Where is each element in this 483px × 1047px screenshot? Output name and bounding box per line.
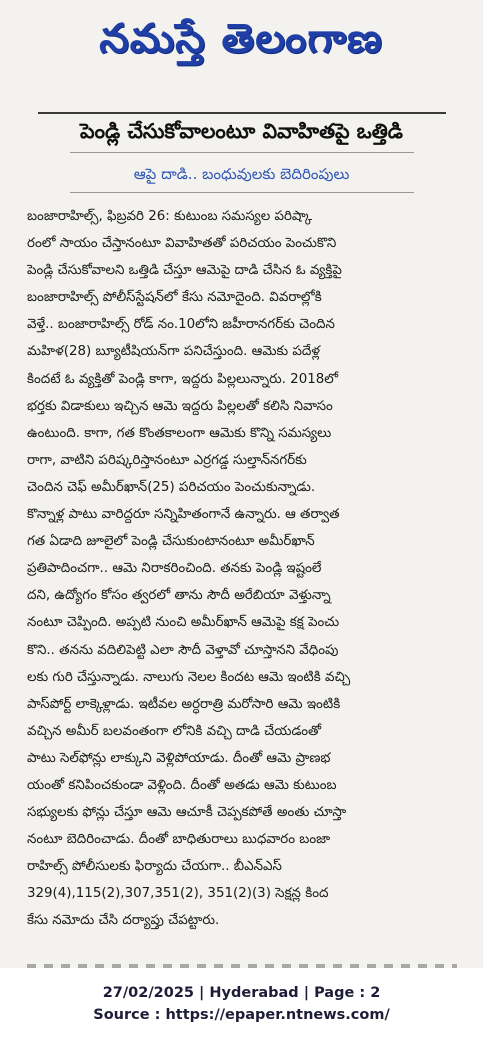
article-body-line: రాగా, వాటిని పరిష్కరిస్తానంటూ ఎర్రగడ్డ సుల్తాన్‌నగర్‌కు	[27, 452, 307, 468]
article-body-line: పాస్‌పోర్ట్ లాక్కెళ్లాడు. ఇటీవల అర్ధరాత్రి మరోసారి ఆమె ఇంటికి	[27, 696, 341, 712]
article-body-line: కొన్నాళ్ల పాటు వారిద్దరూ సన్నిహితంగానే ఉన్నారు. ఆ తర్వాత	[27, 507, 340, 523]
article-body-line: బంజారాహిల్స్ పోలీస్‌స్టేషన్‌లో కేసు నమోదైంది. వివరాల్లోకి	[27, 290, 322, 306]
headline-bottom-rule	[70, 152, 414, 153]
article-body-line: ఉంటుంది. కాగా, గత కొంతకాలంగా ఆమెకు కొన్ని సమస్యలు	[27, 425, 332, 441]
next-article-cutoff	[27, 958, 457, 968]
article-body-line: నంటూ బెదిరించాడు. దీంతో బాధితురాలు బుధవారం బంజా	[27, 832, 331, 848]
subhead-bottom-rule	[70, 192, 414, 193]
article-body-line: చెందిన చెఫ్ అమీర్‌ఖాన్(25) పరిచయం పెంచుకున్నాడు.	[27, 479, 316, 495]
article-headline: పెండ్లి చేసుకోవాలంటూ వివాహితపై ఒత్తిడి	[80, 119, 403, 143]
article-body-line: నంటూ చెప్పింది. అప్పటి నుంచి అమీర్‌ఖాన్ ఆమెపై కక్ష పెంచు	[27, 615, 340, 631]
article-body-line: కిందటే ఓ వ్యక్తితో పెండ్లి కాగా, ఇద్దరు పిల్లలున్నారు. 2018లో	[27, 371, 339, 387]
cutoff-text-fragment	[27, 964, 457, 968]
headline-top-rule	[38, 112, 446, 114]
article-body-line: పాటు సెల్‌ఫోన్లు లాక్కుని వెళ్లిపోయాడు. దీంతో ఆమె ప్రాణభ	[27, 750, 331, 766]
article-body	[27, 203, 457, 935]
article-body-line: మహిళ(28) బ్యూటీషియన్‌గా పనిచేస్తుంది. ఆమెకు పదేళ్ల	[27, 344, 320, 360]
article-body-line: పెండ్లి చేసుకోవాలని ఒత్తిడి చేస్తూ ఆమెపై దాడి చేసిన ఓ వ్యక్తిపై	[27, 263, 342, 279]
article-body-line: బంజారాహిల్స్, ఫిబ్రవరి 26: కుటుంబ సమస్యల పరిష్కా	[27, 209, 313, 224]
article-body-line: 329(4),115(2),307,351(2), 351(2)(3) సెక్షన్ల కింద	[27, 886, 329, 902]
clipping-footer	[0, 982, 483, 1026]
masthead-logo: నమస్తే తెలంగాణ	[99, 16, 384, 62]
article-body-line: భర్తకు విడాకులు ఇచ్చిన ఆమె ఇద్దరు పిల్లలతో కలిసి నివాసం	[27, 398, 333, 414]
article-body-line: లకు గురి చేస్తున్నాడు. నాలుగు నెలల కిందట ఆమె ఇంటికి వచ్చి	[27, 669, 351, 685]
article-body-line: వచ్చిన అమీర్ బలవంతంగా లోనికి వచ్చి దాడి చేయడంతో	[27, 723, 322, 739]
article-body-line: గత ఏడాది జూలైలో పెండ్లి చేసుకుంటానంటూ అమీర్‌ఖాన్	[27, 534, 315, 550]
footer-date-edition-page: 27/02/2025 | Hyderabad | Page : 2	[102, 985, 381, 1001]
article-body-line: దని, ఉద్యోగం కోసం త్వరలో తాను సౌదీ అరేబియా వెళ్తున్నా	[27, 588, 331, 604]
article-subhead: ఆపై దాడి.. బంధువులకు బెదిరింపులు	[133, 165, 350, 183]
article-body-line: రాహిల్స్ పోలీసులకు ఫిర్యాదు చేయగా.. బీఎన్‌ఎస్	[27, 859, 282, 875]
article-body-line: వెళ్తే.. బంజారాహిల్స్ రోడ్ నం.10లోని జహీరానగర్‌కు చెందిన	[27, 317, 335, 333]
article-body-line: యంతో కనిపించకుండా వెళ్లింది. దీంతో అతడు ఆమె కుటుంబ	[27, 777, 337, 793]
article-body-line: కేసు నమోదు చేసి దర్యాప్తు చేపట్టారు.	[27, 913, 220, 929]
article-body-line: సభ్యులకు ఫోన్లు చేస్తూ ఆమె ఆచూకీ చెప్పకపోతే అంతు చూస్తా	[27, 805, 347, 821]
masthead	[0, 0, 483, 80]
article-body-line: ప్రతిపాదించగా.. ఆమె నిరాకరించింది. తనకు పెండ్లి ఇష్టంలే	[27, 561, 322, 577]
article-body-line: రంలో సాయం చేస్తానంటూ వివాహితతో పరిచయం పెంచుకొని	[27, 236, 337, 252]
article-body-line: కొని.. తనను వదిలిపెట్టి ఎలా సౌదీ వెళ్తావో చూస్తానని వేధింపు	[27, 642, 339, 658]
footer-source-link: Source : https://epaper.ntnews.com/	[93, 1007, 390, 1023]
